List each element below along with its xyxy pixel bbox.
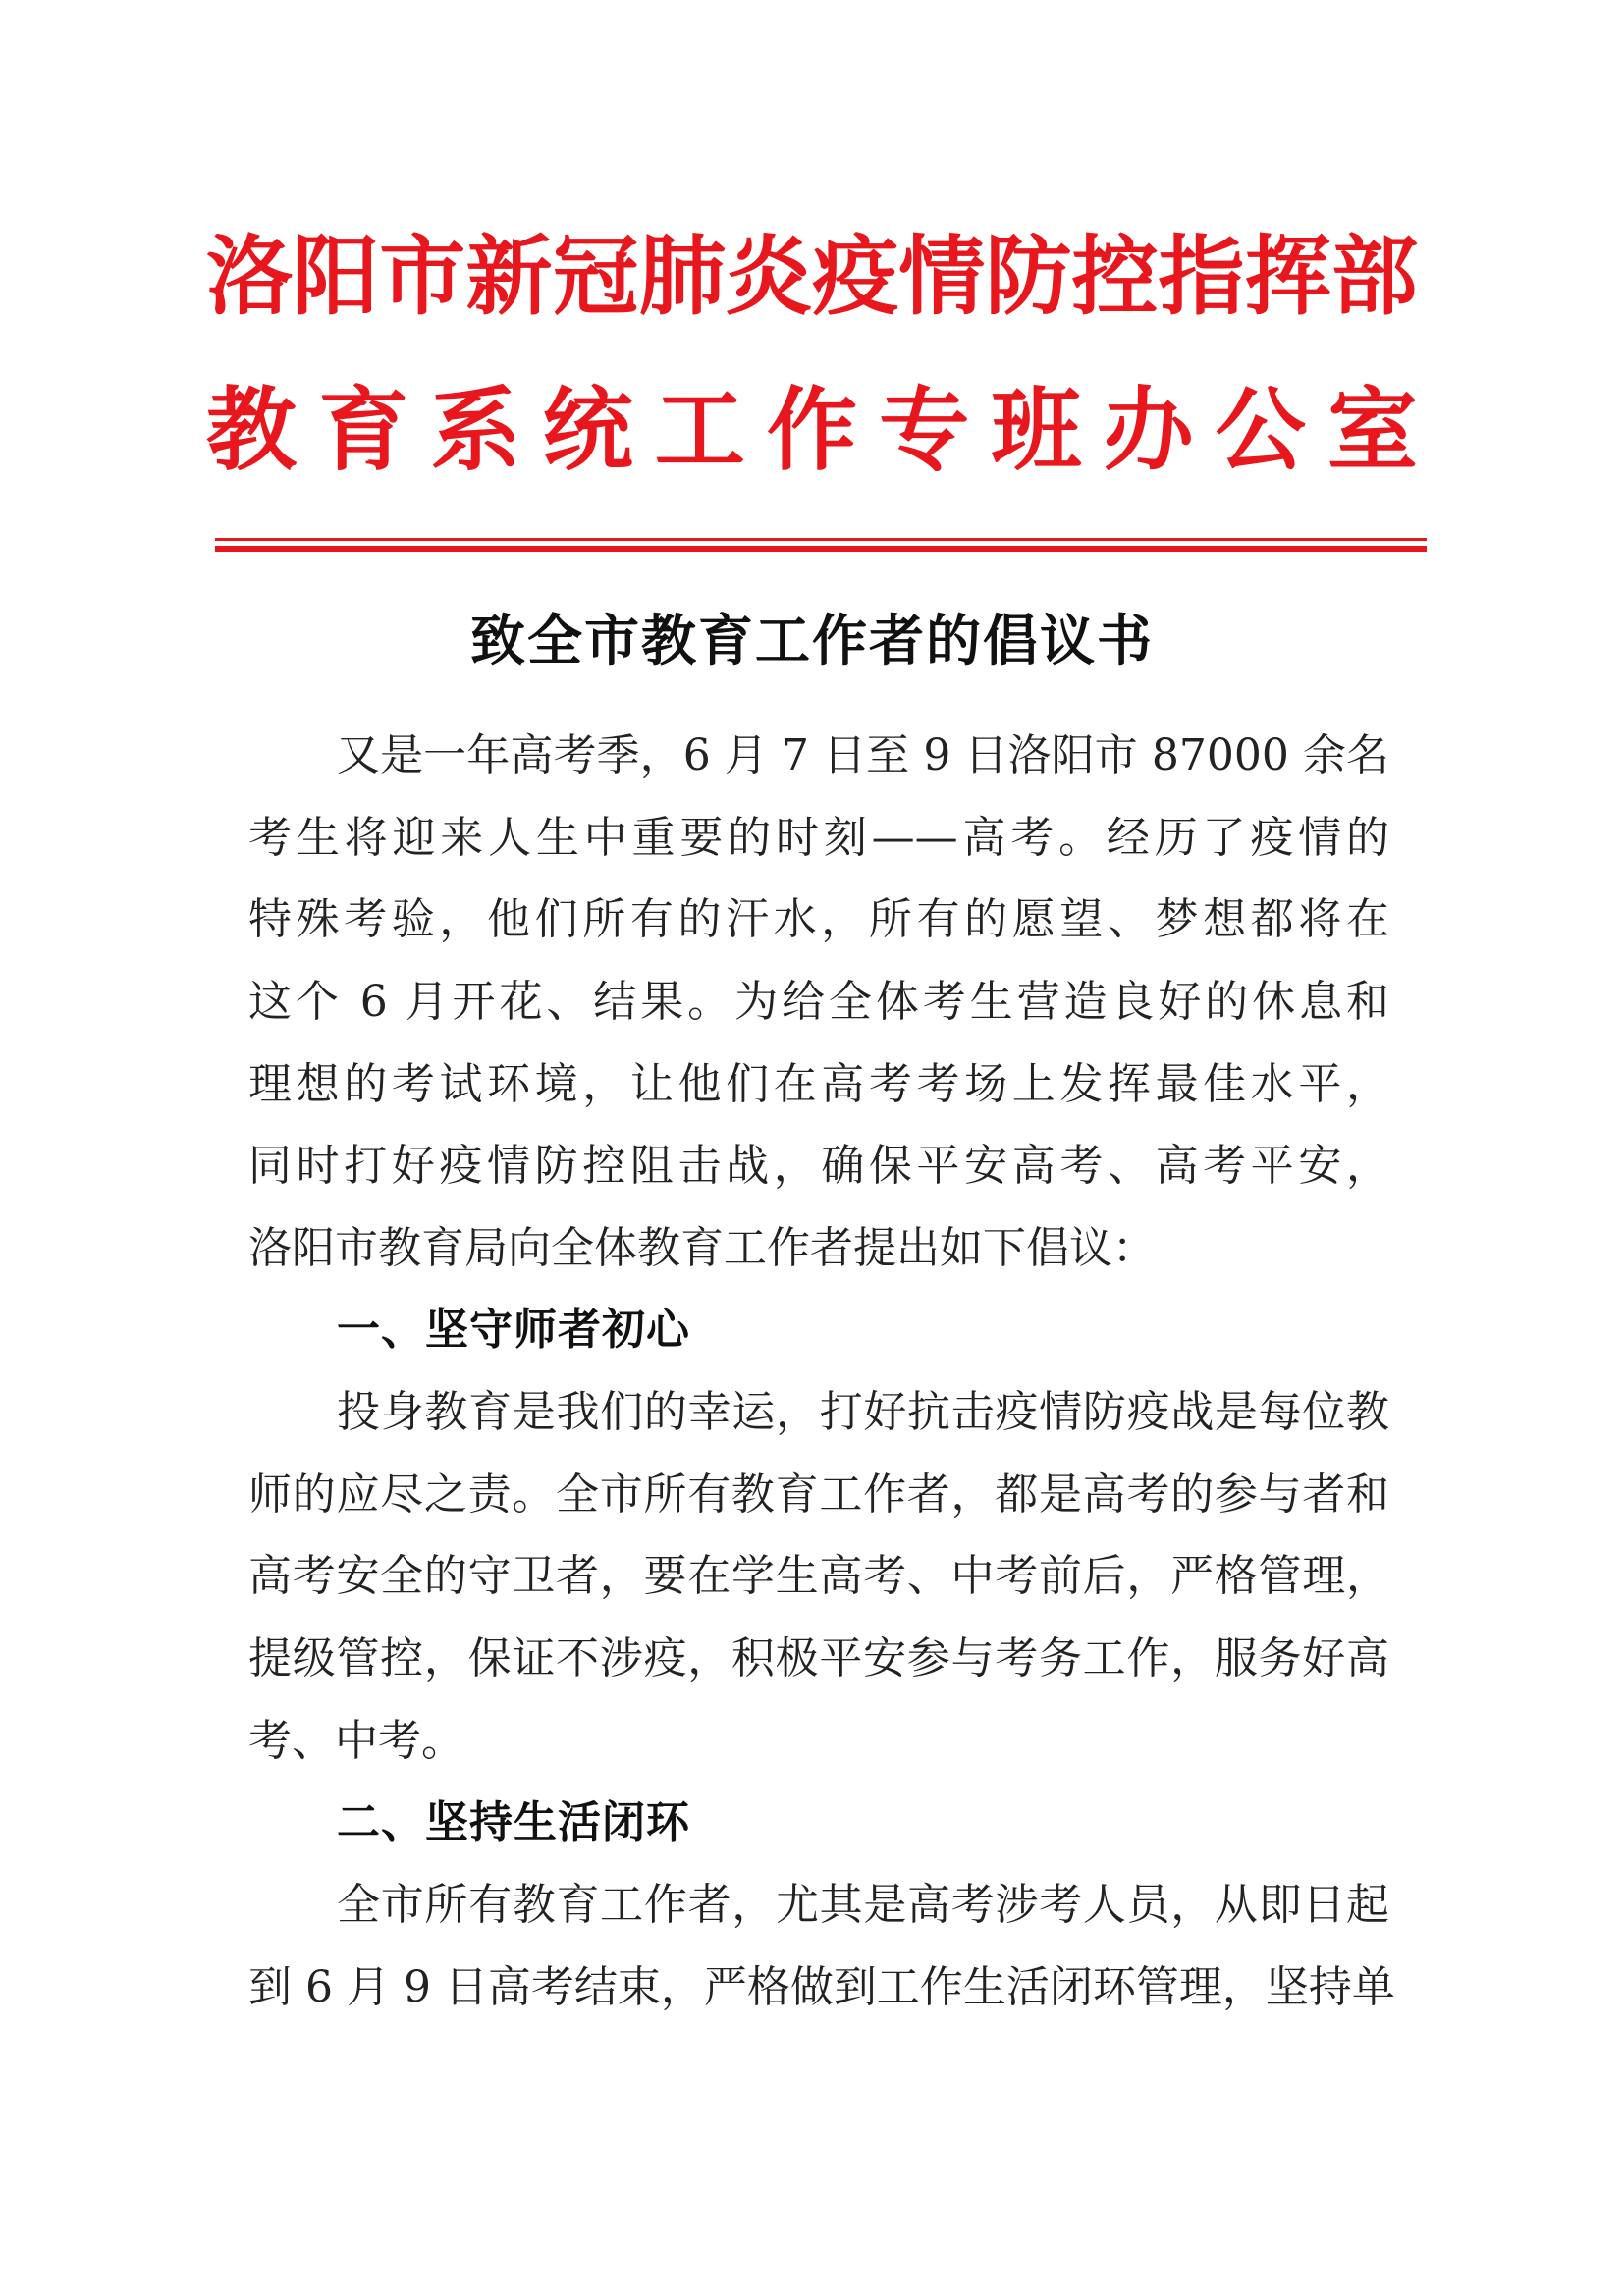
intro-line: 理想的考试环境，让他们在高考考场上发挥最佳水平， — [248, 1059, 1389, 1109]
section-heading-2: 二、坚持生活闭环 — [337, 1797, 690, 1847]
section1-line: 师的应尽之责。全市所有教育工作者，都是高考的参与者和 — [248, 1469, 1389, 1520]
section2-line: 全市所有教育工作者，尤其是高考涉考人员，从即日起 — [337, 1880, 1389, 1930]
intro-line: 洛阳市教育局向全体教育工作者提出如下倡议： — [248, 1223, 1156, 1273]
issuing-office-header-line-2: 教育系统工作专班办公室 — [206, 378, 1418, 483]
intro-line: 考生将迎来人生中重要的时刻——高考。经历了疫情的 — [248, 813, 1389, 863]
header-divider-thick — [215, 546, 1427, 552]
intro-line: 又是一年高考季，6 月 7 日至 9 日洛阳市 87000 余名 — [337, 730, 1389, 780]
issuing-office-header-line-1: 洛阳市新冠肺炎疫情防控指挥部 — [206, 226, 1418, 327]
section1-line: 高考安全的守卫者，要在学生高考、中考前后，严格管理， — [248, 1551, 1389, 1601]
header-divider-thin — [215, 538, 1427, 541]
section-heading-1: 一、坚守师者初心 — [337, 1305, 690, 1355]
section2-line: 到 6 月 9 日高考结束，严格做到工作生活闭环管理，坚持单 — [248, 1962, 1395, 2012]
intro-line: 特殊考验，他们所有的汗水，所有的愿望、梦想都将在 — [248, 894, 1389, 944]
document-title: 致全市教育工作者的倡议书 — [470, 609, 1154, 673]
section1-line: 投身教育是我们的幸运，打好抗击疫情防疫战是每位教 — [337, 1387, 1389, 1437]
intro-line: 同时打好疫情防控阻击战，确保平安高考、高考平安， — [248, 1141, 1389, 1191]
section1-line: 考、中考。 — [248, 1716, 464, 1766]
intro-line: 这个 6 月开花、结果。为给全体考生营造良好的休息和 — [248, 977, 1389, 1027]
section1-line: 提级管控，保证不涉疫，积极平安参与考务工作，服务好高 — [248, 1633, 1389, 1683]
